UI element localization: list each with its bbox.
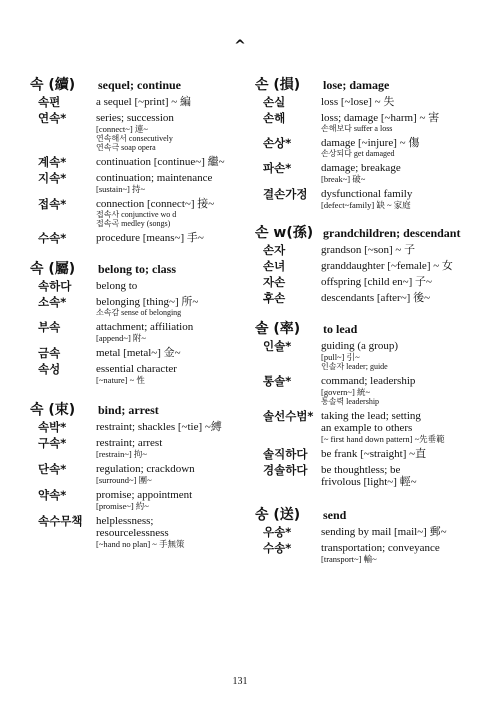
- entry-row: [255, 375, 470, 406]
- definition-line: loss [~lose] ~ 失: [321, 96, 395, 108]
- definition-line: frivolous [light~] 輕~: [321, 476, 417, 488]
- entry-row: [255, 276, 470, 288]
- entry-word: 접속*: [38, 197, 67, 211]
- etymology-line: [sustain~] 持~: [96, 184, 146, 194]
- definition-line: offspring [child en~] 子~: [321, 276, 432, 288]
- section-gloss: send: [323, 508, 347, 522]
- definition-line: procedure [means~] 手~: [96, 232, 204, 244]
- entry-row: [30, 172, 245, 194]
- etymology-line: [defect~family] 缺 ~ 家庭: [321, 200, 411, 210]
- section-headword: 속 (屬): [30, 261, 76, 277]
- entry-definition: [321, 276, 470, 288]
- entry-definition: [321, 244, 470, 256]
- entry-word: 속하다: [38, 279, 72, 293]
- etymology-line: [restrain~] 拘~: [96, 449, 147, 459]
- section-block: [30, 399, 245, 549]
- entry-row: [30, 421, 245, 433]
- section-heading: [30, 74, 245, 94]
- definition-line: be frank [~straight] ~直: [321, 448, 427, 460]
- entry-definition: [96, 515, 245, 549]
- entry-definition: [96, 280, 245, 292]
- section-heading: [255, 222, 470, 242]
- entry-row: [255, 542, 470, 564]
- definition-line: belonging [thing~] 所~: [96, 296, 199, 308]
- example-line: 연속극 soap opera: [96, 143, 156, 152]
- section-gloss: grandchildren; descendant: [323, 226, 461, 240]
- entry-word: 속수무책: [38, 514, 83, 528]
- definition-line: loss; damage [~harm] ~ 害: [321, 112, 440, 124]
- definition-line: restraint; shackles [~tie] ~縛: [96, 421, 222, 433]
- entry-definition: [96, 198, 245, 228]
- entry-word: 손해: [263, 111, 286, 125]
- section-headword: 송 (送): [255, 507, 301, 523]
- section-heading: [255, 318, 470, 338]
- section-heading: [30, 399, 245, 419]
- entry-definition: [96, 363, 245, 385]
- entry-row: [30, 437, 245, 459]
- section-gloss: belong to; class: [98, 262, 176, 276]
- entry-row: [255, 260, 470, 272]
- definition-line: dysfunctional family: [321, 188, 413, 200]
- entry-row: [30, 489, 245, 511]
- entry-word: 손실: [263, 95, 286, 109]
- entry-definition: [96, 489, 245, 511]
- section-headword: 손 w(孫): [255, 225, 314, 241]
- entry-row: [255, 340, 470, 371]
- entry-word: 부속: [38, 320, 61, 334]
- entry-word: 금속: [38, 346, 61, 360]
- entry-definition: [96, 463, 245, 485]
- definition-line: command; leadership: [321, 375, 416, 387]
- entry-definition: [321, 375, 470, 406]
- entry-word: 소속*: [38, 295, 67, 309]
- section-headword: 속 (束): [30, 402, 76, 418]
- entry-row: [255, 112, 470, 133]
- definition-line: sending by mail [mail~] 郵~: [321, 526, 447, 538]
- entry-row: [30, 296, 245, 317]
- entry-definition: [321, 260, 470, 272]
- right-column: [255, 74, 470, 568]
- page-number: 131: [232, 676, 248, 687]
- entry-row: [30, 515, 245, 549]
- entry-definition: [321, 526, 470, 538]
- definition-line: helplessness;: [96, 515, 154, 527]
- entry-definition: [96, 437, 245, 459]
- entry-word: 통솔*: [263, 374, 292, 388]
- etymology-line: [surround~] 團~: [96, 475, 152, 485]
- entry-definition: [321, 464, 470, 488]
- etymology-line: [append~] 附~: [96, 333, 147, 343]
- entry-word: 우송*: [263, 525, 292, 539]
- entry-row: [30, 96, 245, 108]
- section-block: [255, 318, 470, 488]
- definition-line: guiding (a group): [321, 340, 398, 352]
- entry-row: [30, 156, 245, 168]
- definition-line: attachment; affiliation: [96, 321, 194, 333]
- page-mark: ^: [234, 38, 246, 54]
- entry-definition: [96, 172, 245, 194]
- entry-definition: [96, 156, 245, 168]
- entry-definition: [321, 162, 470, 184]
- entry-word: 파손*: [263, 161, 292, 175]
- definition-line: a sequel [~print] ~ 編: [96, 96, 191, 108]
- entry-word: 결손가정: [263, 187, 308, 201]
- definition-line: be thoughtless; be: [321, 464, 401, 476]
- section-block: [30, 258, 245, 385]
- entry-definition: [96, 96, 245, 108]
- entry-row: [255, 410, 470, 444]
- entry-word: 계속*: [38, 155, 67, 169]
- example-line: 손상되다 get damaged: [321, 149, 395, 158]
- entry-word: 손상*: [263, 136, 292, 150]
- entry-row: [255, 162, 470, 184]
- etymology-line: [transport~] 輸~: [321, 554, 377, 564]
- entry-word: 경솔하다: [263, 463, 308, 477]
- definition-line: an example to others: [321, 422, 413, 434]
- entry-word: 수송*: [263, 541, 292, 555]
- entry-word: 손녀: [263, 259, 286, 273]
- entry-definition: [321, 340, 470, 371]
- entry-row: [255, 137, 470, 158]
- entry-row: [30, 321, 245, 343]
- example-line: 통솔력 leadership: [321, 397, 380, 406]
- entry-row: [255, 526, 470, 538]
- definition-line: granddaughter [~female] ~ 女: [321, 260, 453, 272]
- entry-definition: [321, 542, 470, 564]
- example-line: 인솔자 leader; guide: [321, 362, 388, 371]
- entry-word: 지속*: [38, 171, 67, 185]
- entry-definition: [96, 296, 245, 317]
- entry-word: 구속*: [38, 436, 67, 450]
- entry-word: 속성: [38, 362, 61, 376]
- definition-line: continuation; maintenance: [96, 172, 213, 184]
- entry-row: [30, 198, 245, 228]
- entry-row: [30, 112, 245, 152]
- definition-line: descendants [after~] 後~: [321, 292, 431, 304]
- section-block: [255, 504, 470, 564]
- entry-definition: [96, 421, 245, 433]
- entry-definition: [96, 232, 245, 244]
- entry-definition: [321, 96, 470, 108]
- definition-line: damage; breakage: [321, 162, 401, 174]
- section-heading: [255, 74, 470, 94]
- entry-row: [30, 232, 245, 244]
- etymology-line: [govern~] 統~: [321, 387, 371, 397]
- definition-line: restraint; arrest: [96, 437, 163, 449]
- etymology-line: [break~] 破~: [321, 174, 366, 184]
- entry-word: 속박*: [38, 420, 67, 434]
- definition-line: promise; appointment: [96, 489, 193, 501]
- example-line: 접속사 conjunctive wo d: [96, 210, 177, 219]
- entry-definition: [321, 188, 470, 210]
- section-headword: 속 (續): [30, 77, 76, 93]
- section-headword: 손 (損): [255, 77, 301, 93]
- entry-row: [30, 463, 245, 485]
- entry-word: 속편: [38, 95, 61, 109]
- etymology-line: [connect~] 連~: [96, 124, 148, 134]
- definition-line: transportation; conveyance: [321, 542, 440, 554]
- definition-line: essential character: [96, 363, 177, 375]
- definition-line: connection [connect~] 接~: [96, 198, 215, 210]
- definition-line: damage [~injure] ~ 傷: [321, 137, 420, 149]
- definition-line: taking the lead; setting: [321, 410, 421, 422]
- section-gloss: to lead: [323, 322, 358, 336]
- etymology-line: [~hand no plan] ~ 手無策: [96, 539, 185, 549]
- entry-word: 수속*: [38, 231, 67, 245]
- entry-row: [255, 96, 470, 108]
- entry-word: 솔선수범*: [263, 409, 314, 423]
- example-line: 접속곡 medley (songs): [96, 219, 171, 228]
- entry-row: [255, 188, 470, 210]
- section-block: [255, 74, 470, 210]
- entry-row: [30, 363, 245, 385]
- definition-line: resourcelessness: [96, 527, 169, 539]
- entry-row: [255, 464, 470, 488]
- etymology-line: [~nature] ~ 性: [96, 375, 145, 385]
- section-block: [30, 74, 245, 244]
- entry-word: 단속*: [38, 462, 67, 476]
- entry-row: [30, 280, 245, 292]
- section-gloss: bind; arrest: [98, 403, 159, 417]
- entry-row: [255, 448, 470, 460]
- etymology-line: [~ first hand down pattern] ~先垂範: [321, 434, 445, 444]
- section-gloss: sequel; continue: [98, 78, 182, 92]
- section-heading: [255, 504, 470, 524]
- entry-word: 자손: [263, 275, 286, 289]
- definition-line: continuation [continue~] 繼~: [96, 156, 225, 168]
- section-headword: 솔 (率): [255, 321, 301, 337]
- definition-line: regulation; crackdown: [96, 463, 195, 475]
- entry-definition: [321, 112, 470, 133]
- example-line: 연속해서 consecutively: [96, 134, 173, 143]
- section-heading: [30, 258, 245, 278]
- left-column: [30, 74, 245, 553]
- definition-line: grandson [~son] ~ 子: [321, 244, 416, 256]
- example-line: 소속감 sense of belonging: [96, 308, 182, 317]
- example-line: 손해보다 suffer a loss: [321, 124, 393, 133]
- entry-word: 솔직하다: [263, 447, 308, 461]
- section-block: [255, 222, 470, 304]
- etymology-line: [pull~] 引~: [321, 352, 360, 362]
- etymology-line: [promise~] 約~: [96, 501, 149, 511]
- definition-line: belong to: [96, 280, 138, 292]
- entry-word: 후손: [263, 291, 286, 305]
- entry-definition: [321, 292, 470, 304]
- definition-line: metal [metal~] 金~: [96, 347, 181, 359]
- entry-word: 인솔*: [263, 339, 292, 353]
- entry-word: 손자: [263, 243, 286, 257]
- entry-row: [255, 244, 470, 256]
- entry-definition: [321, 137, 470, 158]
- entry-definition: [96, 347, 245, 359]
- definition-line: series; succession: [96, 112, 174, 124]
- entry-definition: [96, 112, 245, 152]
- section-gloss: lose; damage: [323, 78, 390, 92]
- entry-definition: [321, 448, 470, 460]
- entry-row: [30, 347, 245, 359]
- entry-definition: [96, 321, 245, 343]
- entry-row: [255, 292, 470, 304]
- entry-definition: [321, 410, 470, 444]
- entry-word: 약속*: [38, 488, 67, 502]
- entry-word: 연속*: [38, 111, 67, 125]
